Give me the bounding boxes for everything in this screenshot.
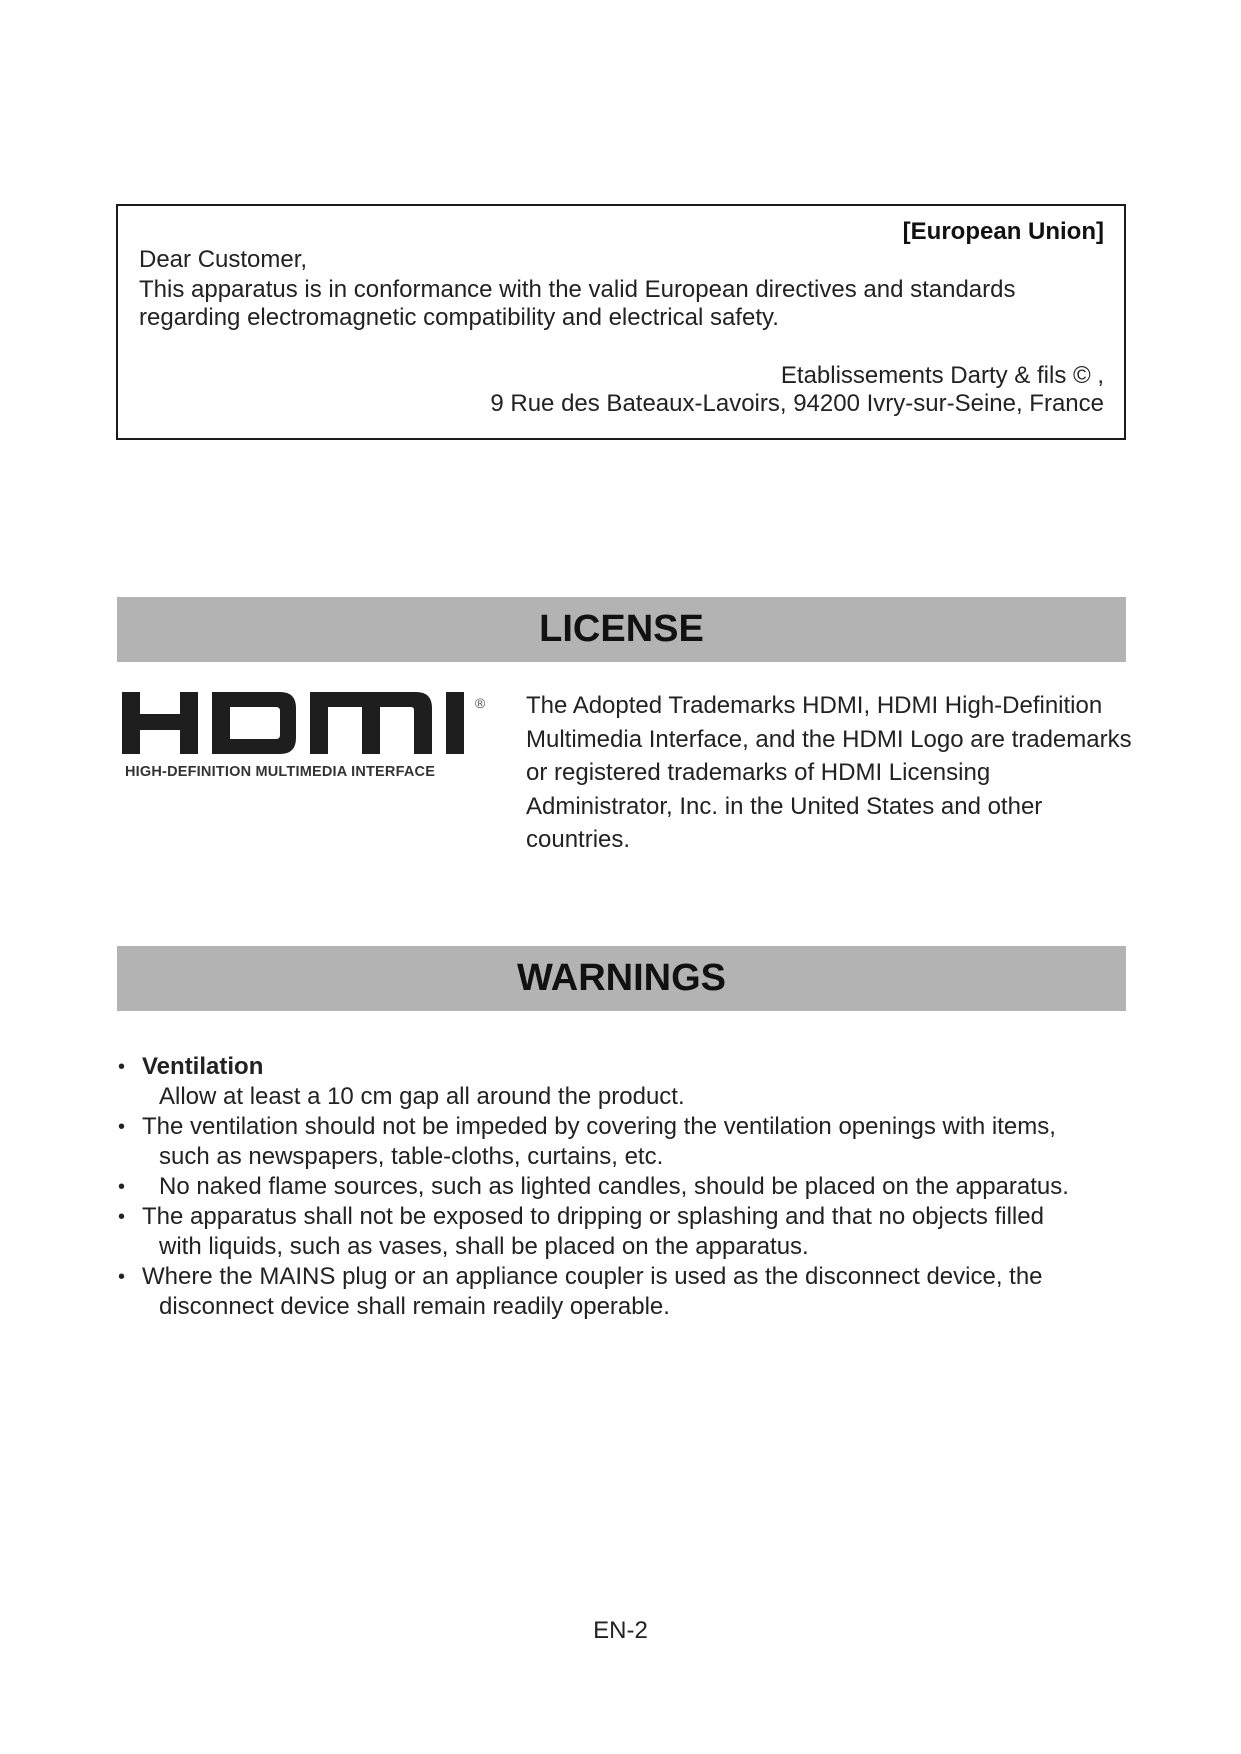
eu-body-text: This apparatus is in conformance with the valid European directives and standards regarding electromagnetic compatibility and electrical safety. (139, 276, 1016, 331)
bullet-icon: • (118, 1206, 126, 1228)
license-text: The Adopted Trademarks HDMI, HDMI High-Definition Multimedia Interface, and the HDMI Logo are trademarks or registered trademarks of HDMI Licensing Administrator, Inc. in the United States and other countries. (526, 692, 1132, 854)
page-number: EN-2 (593, 1617, 648, 1644)
eu-region-label: [European Union] (902, 218, 1104, 245)
license-heading-bar (117, 597, 1126, 662)
warning-item (118, 1112, 1128, 1172)
license-heading: LICENSE (539, 608, 704, 650)
eu-company-name: Etablissements Darty & fils © , (780, 362, 1104, 389)
warning-text: No naked flame sources, such as lighted candles, should be placed on the apparatus. (159, 1173, 1069, 1200)
eu-company-address: 9 Rue des Bateaux-Lavoirs, 94200 Ivry-sur-Seine, France (490, 390, 1104, 417)
warning-item (118, 1052, 1128, 1112)
warning-text: Allow at least a 10 cm gap all around the product. (159, 1083, 685, 1110)
warning-item (118, 1262, 1128, 1322)
registered-mark: ® (475, 695, 486, 711)
warning-text: The apparatus shall not be exposed to dripping or splashing and that no objects filled (142, 1203, 1044, 1230)
warnings-heading-bar (117, 946, 1126, 1011)
warning-item (118, 1202, 1128, 1262)
bullet-icon: • (118, 1266, 126, 1288)
bullet-icon: • (118, 1056, 126, 1078)
eu-salutation: Dear Customer, (139, 246, 308, 273)
hdmi-tagline: HIGH-DEFINITION MULTIMEDIA INTERFACE (125, 764, 436, 780)
warning-text: Where the MAINS plug or an appliance coupler is used as the disconnect device, the (142, 1263, 1043, 1290)
warning-text: The ventilation should not be impeded by covering the ventilation openings with items, (142, 1113, 1056, 1140)
warning-continuation: such as newspapers, table-cloths, curtains, etc. (159, 1143, 664, 1170)
warnings-list (118, 1052, 1128, 1322)
bullet-icon: • (118, 1116, 126, 1138)
warnings-heading: WARNINGS (517, 957, 726, 999)
warning-title: Ventilation (142, 1053, 264, 1080)
bullet-icon: • (118, 1176, 126, 1198)
warning-continuation: with liquids, such as vases, shall be placed on the apparatus. (159, 1233, 809, 1260)
eu-notice-box (116, 204, 1126, 440)
warning-continuation: disconnect device shall remain readily operable. (159, 1293, 670, 1320)
warning-item (118, 1172, 1128, 1202)
